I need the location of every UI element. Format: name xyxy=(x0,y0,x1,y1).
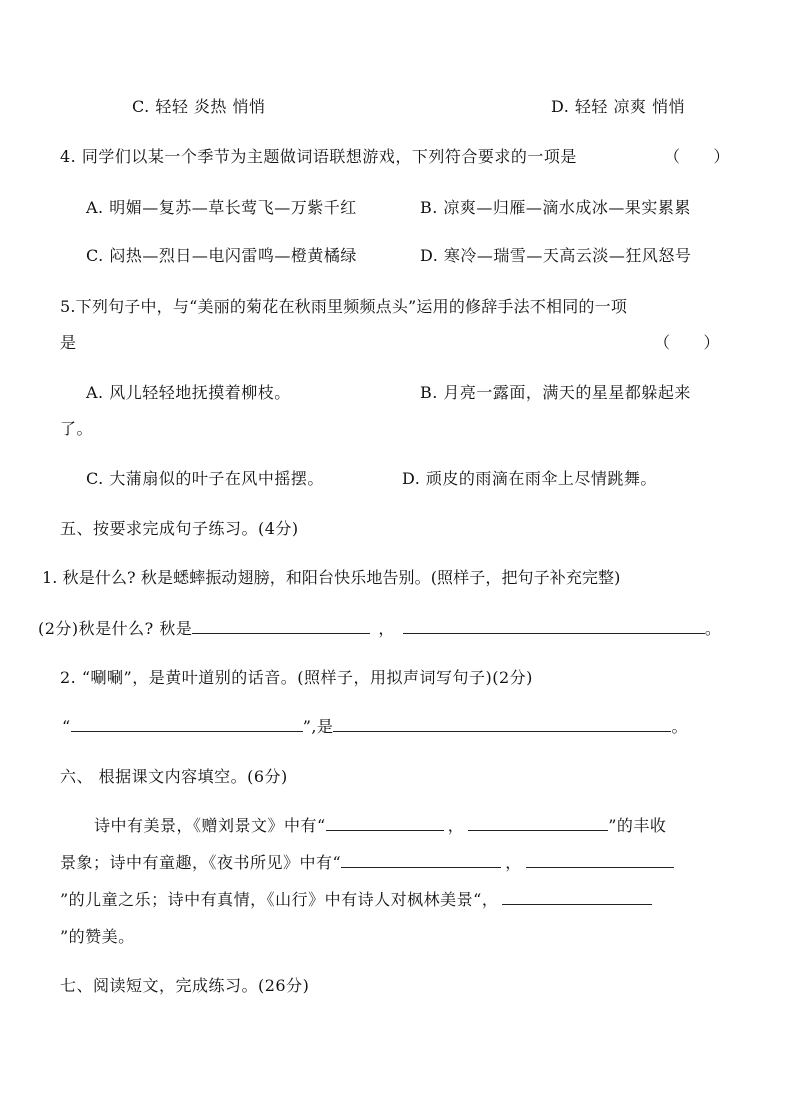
sec6-line1-start: 诗中有美景，《赠刘景文》中有“ xyxy=(94,816,326,835)
sec5-q2-period: 。 xyxy=(671,717,688,736)
sec6-line3 xyxy=(60,889,652,911)
sec5-q1-blank-2[interactable] xyxy=(403,618,705,634)
q3-option-c: C. 轻轻 炎热 悄悄 xyxy=(132,97,266,116)
q4-stem: 4. 同学们以某一个季节为主题做词语联想游戏，下列符合要求的一项是 xyxy=(60,147,577,166)
q4-option-b: B. 凉爽—归雁—滴水成冰—果实累累 xyxy=(420,198,691,217)
sec6-line2-comma: ， xyxy=(505,853,522,872)
q4-answer-paren: （ ） xyxy=(664,147,731,166)
sec5-q1-comma: ， xyxy=(378,619,395,638)
sec5-q1-prefix: (2分)秋是什么? 秋是 xyxy=(38,619,193,638)
q5-option-a: A. 风儿轻轻地抚摸着柳枝。 xyxy=(86,383,291,402)
sec5-q1-answer-line xyxy=(38,618,721,640)
q4-option-c: C. 闷热—烈日—电闪雷鸣—橙黄橘绿 xyxy=(86,246,357,265)
section6-title: 六、 根据课文内容填空。(6分) xyxy=(60,767,288,786)
sec6-blank-4[interactable] xyxy=(526,852,674,868)
q5-option-c: C. 大蒲扇似的叶子在风中摇摆。 xyxy=(86,469,324,488)
sec6-line2-start: 景象；诗中有童趣，《夜书所见》中有“ xyxy=(60,853,342,872)
sec6-blank-1[interactable] xyxy=(326,815,444,831)
sec5-q2-line1: 2. “唰唰”，是黄叶道别的话音。(照样子，用拟声词写句子)(2分) xyxy=(60,668,533,687)
q3-option-d: D. 轻轻 凉爽 悄悄 xyxy=(551,97,686,116)
sec5-q1-line1: 1. 秋是什么? 秋是蟋蟀振动翅膀，和阳台快乐地告别。(照样子，把句子补充完整) xyxy=(42,568,621,587)
sec6-blank-3[interactable] xyxy=(341,852,501,868)
q5-option-b-continued: 了。 xyxy=(60,419,94,438)
section7-title: 七、阅读短文，完成练习。(26分) xyxy=(60,976,310,995)
sec5-q2-open-quote: “ xyxy=(62,717,71,736)
q5-option-d: D. 顽皮的雨滴在雨伞上尽情跳舞。 xyxy=(402,469,657,488)
sec6-line1 xyxy=(94,815,666,837)
sec6-line4: ”的赞美。 xyxy=(60,927,135,946)
sec5-q2-blank-2[interactable] xyxy=(333,716,671,732)
q5-stem-line2: 是 xyxy=(60,333,77,352)
q4-option-d: D. 寒冷—瑞雪—天高云淡—狂风怒号 xyxy=(420,246,692,265)
sec6-line1-end: ”的丰收 xyxy=(608,816,667,835)
sec5-q2-blank-1[interactable] xyxy=(71,716,303,732)
q4-option-a: A. 明媚—复苏—草长莺飞—万紫千红 xyxy=(86,198,357,217)
sec5-q1-period: 。 xyxy=(704,619,722,638)
sec6-blank-2[interactable] xyxy=(468,815,608,831)
sec6-line3-start: ”的儿童之乐；诗中有真情，《山行》中有诗人对枫林美景“， xyxy=(60,890,499,909)
sec6-line1-comma: ， xyxy=(447,816,465,835)
sec5-q2-answer-line xyxy=(62,716,688,738)
sec6-line2 xyxy=(60,852,674,874)
sec5-q2-close: ”,是 xyxy=(302,717,334,736)
sec6-blank-5[interactable] xyxy=(502,889,652,905)
q5-stem-line1: 5.下列句子中，与“美丽的菊花在秋雨里频频点头”运用的修辞手法不相同的一项 xyxy=(60,297,628,316)
sec5-q1-blank-1[interactable] xyxy=(192,618,370,634)
q5-option-b: B. 月亮一露面，满天的星星都躲起来 xyxy=(420,383,691,402)
q5-answer-paren: （ ） xyxy=(654,333,721,352)
section5-title: 五、按要求完成句子练习。(4分) xyxy=(60,519,299,538)
